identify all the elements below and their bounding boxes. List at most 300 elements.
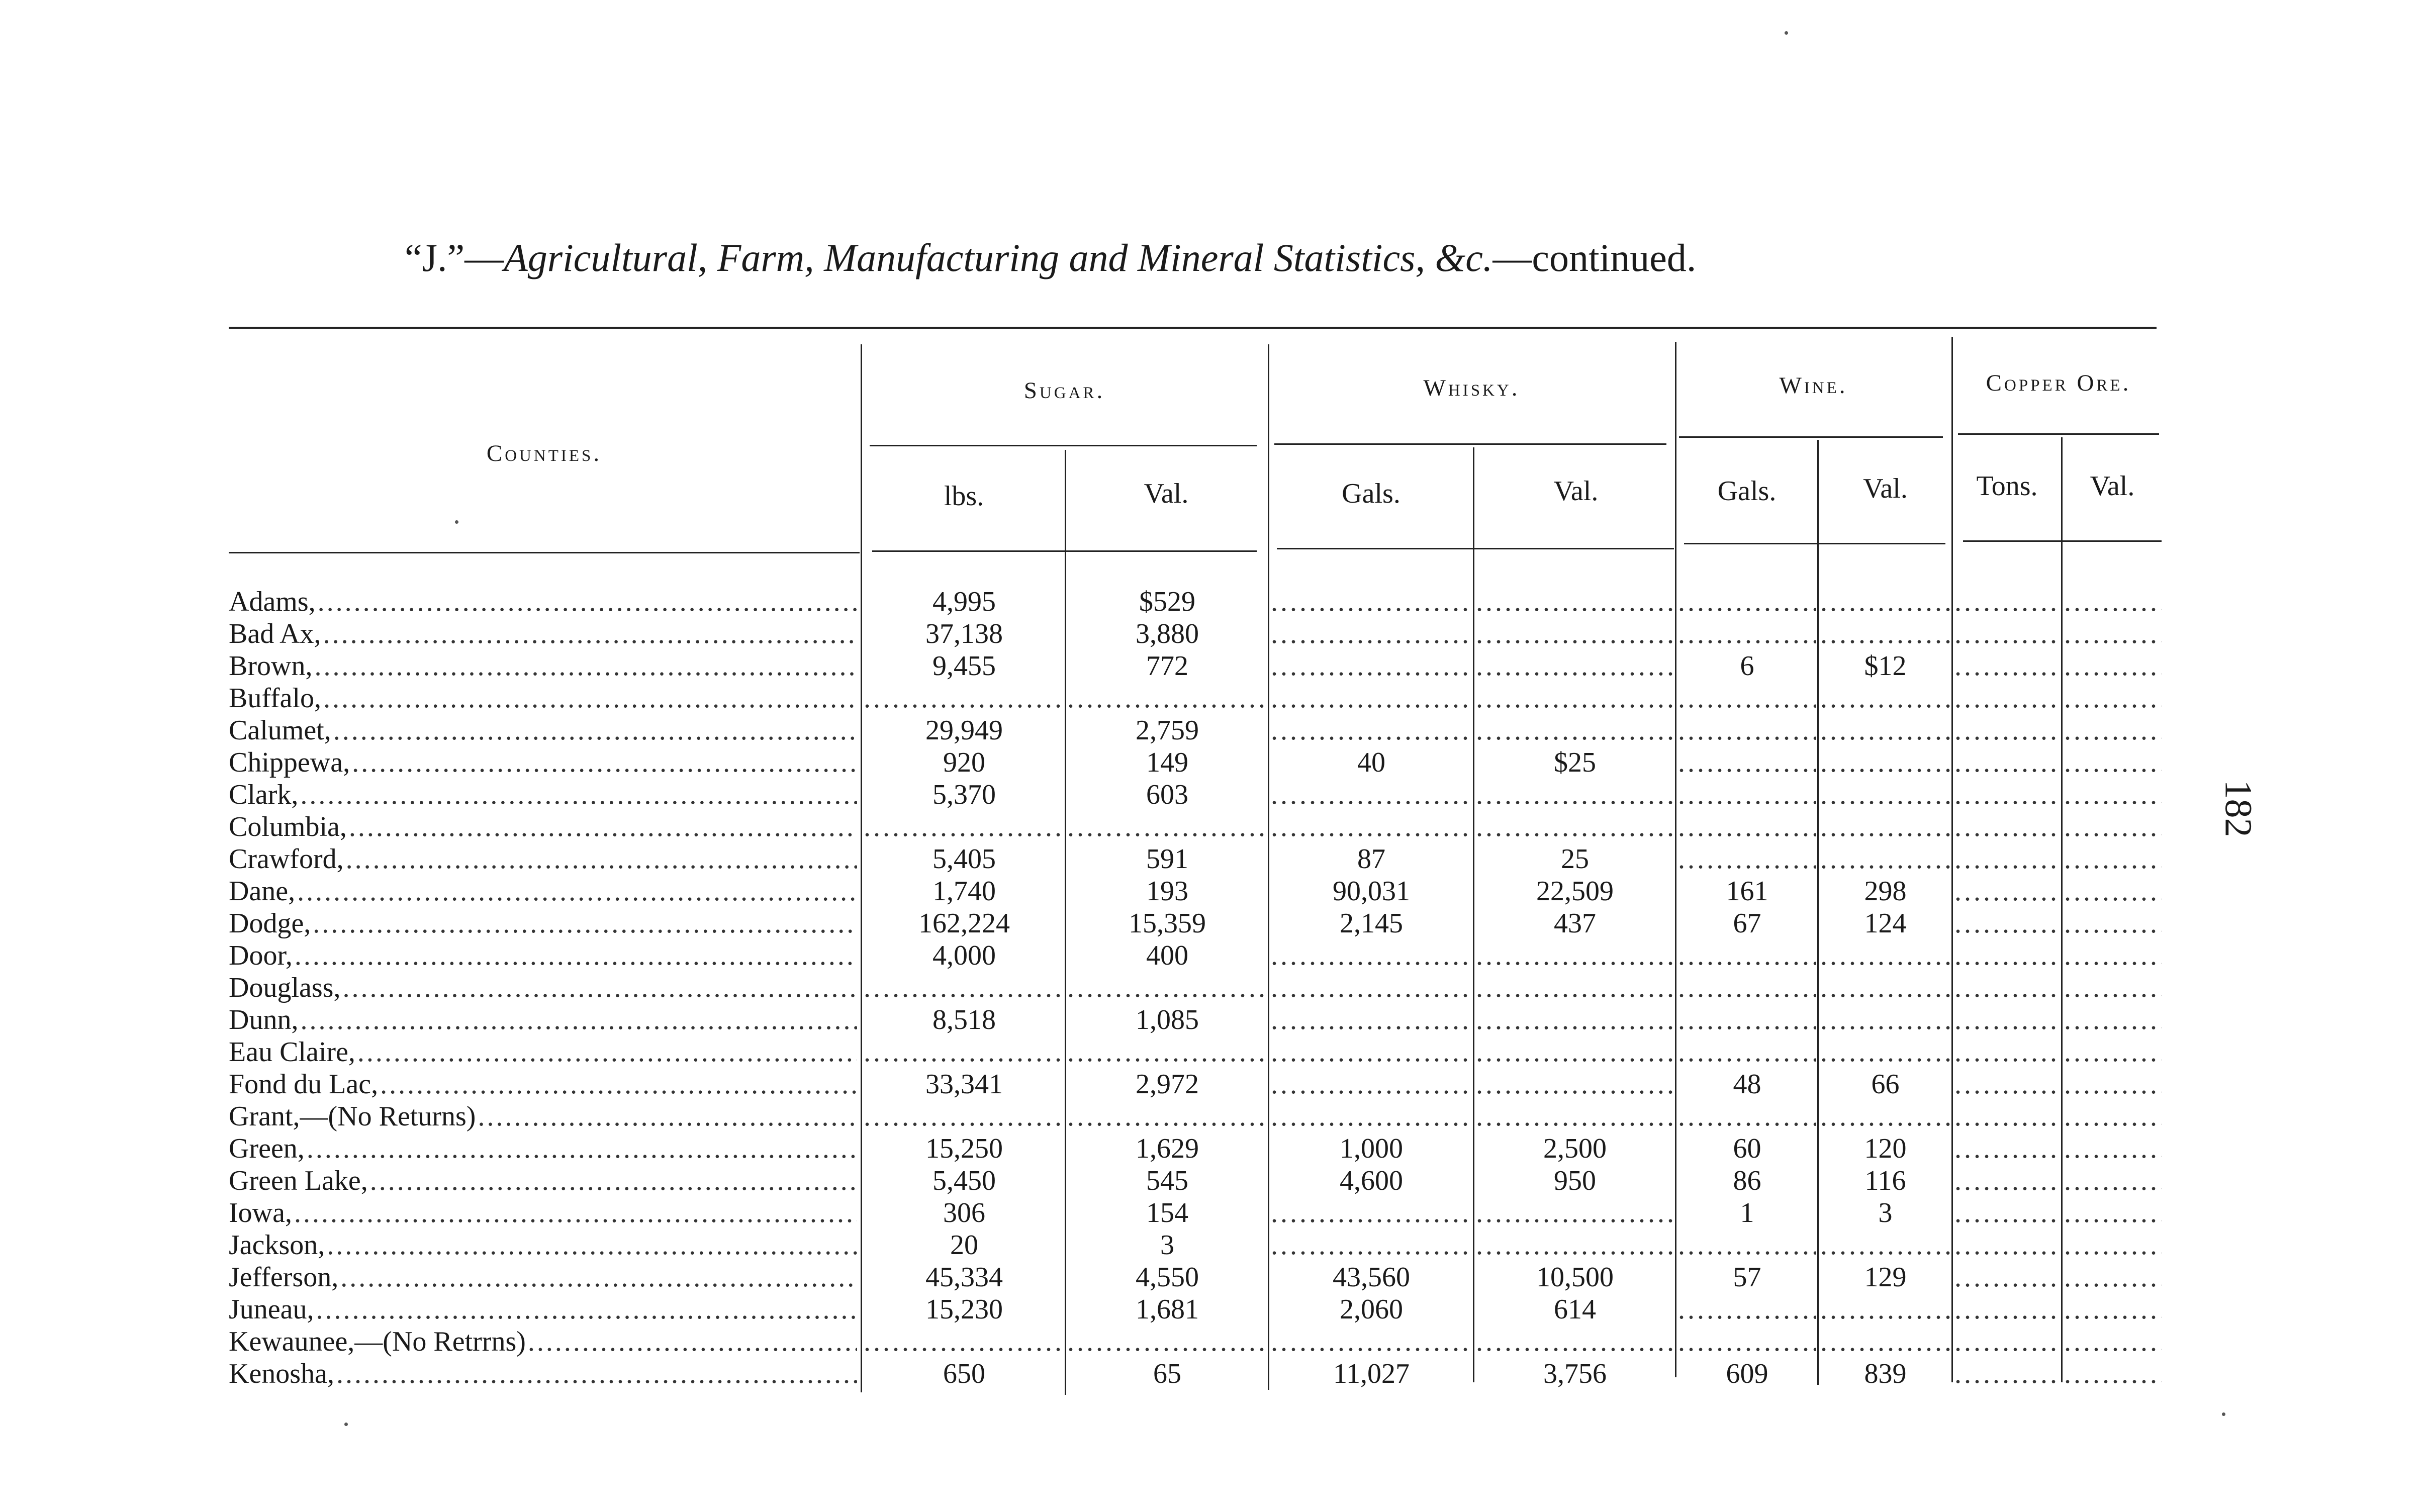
wine-val-cell: 66: [1871, 1069, 1900, 1100]
sugar-val-cell: 1,629: [1136, 1133, 1199, 1164]
whisky-gals-cell: [1271, 1229, 1472, 1261]
sugar-lbs-cell: 15,230: [925, 1294, 1003, 1325]
wine-val-cell: 3: [1878, 1197, 1893, 1228]
copper-val-cell: [2064, 650, 2162, 682]
wine-val-cell: [1820, 1100, 1950, 1132]
wine-gals-cell: [1678, 618, 1816, 650]
whisky-val-cell: [1476, 779, 1674, 811]
wine-val-cell: [1820, 779, 1950, 811]
county-label: [229, 1132, 857, 1165]
wine-val-cell: [1820, 843, 1950, 875]
sugar-lbs-cell: 15,250: [925, 1133, 1003, 1164]
county-name: Green,: [229, 1133, 305, 1164]
sugar-lbs-cell: 33,341: [925, 1069, 1003, 1100]
copper-tons-cell: [1954, 1326, 2060, 1358]
sugar-val-cell: [1067, 972, 1267, 1004]
copper-tons-cell: [1954, 586, 2060, 618]
wine-val-cell: [1820, 939, 1950, 972]
header-copper-val: Val.: [2090, 470, 2135, 502]
copper-tons-cell: [1954, 1261, 2060, 1293]
sugar-lbs-cell: [864, 1326, 1065, 1358]
county-name: Brown,: [229, 650, 313, 682]
dot-leader: [294, 1197, 857, 1229]
copper-tons-cell: [1954, 618, 2060, 650]
copper-tons-cell: [1954, 1229, 2060, 1261]
county-label: [229, 1068, 857, 1100]
whisky-val-cell: [1476, 1100, 1674, 1132]
county-label: [229, 811, 857, 843]
sugar-lbs-cell: 4,000: [932, 940, 996, 971]
whisky-val-cell: $25: [1554, 747, 1596, 778]
county-name: Grant,—(No Returns): [229, 1101, 476, 1132]
sugar-lbs-cell: 306: [943, 1197, 985, 1228]
wine-gals-cell: 6: [1740, 650, 1754, 682]
whisky-gals-cell: [1271, 1036, 1472, 1068]
sugar-val-cell: 2,972: [1136, 1069, 1199, 1100]
sugar-val-cell: 149: [1146, 747, 1188, 778]
wine-gals-cell: 57: [1733, 1262, 1761, 1293]
sugar-lbs-cell: 650: [943, 1358, 985, 1389]
dot-leader: [370, 1165, 857, 1197]
sugar-val-cell: 15,359: [1129, 908, 1206, 939]
copper-tons-cell: [1954, 843, 2060, 875]
county-name: Fond du Lac,: [229, 1069, 379, 1100]
sugar-lbs-cell: 1,740: [932, 876, 996, 907]
wine-gals-cell: [1678, 586, 1816, 618]
copper-tons-cell: [1954, 811, 2060, 843]
copper-tons-cell: [1954, 1132, 2060, 1165]
county-label: [229, 843, 857, 875]
copper-tons-cell: [1954, 650, 2060, 682]
whisky-val-cell: 25: [1561, 843, 1589, 875]
sugar-val-cell: [1067, 1326, 1267, 1358]
header-sugar-val: Val.: [1144, 478, 1189, 509]
wine-gals-cell: 48: [1733, 1069, 1761, 1100]
wine-gals-cell: [1678, 843, 1816, 875]
dot-leader: [313, 907, 857, 939]
county-label: [229, 1165, 857, 1197]
sugar-val-cell: [1067, 1100, 1267, 1132]
sugar-group-rule: [870, 445, 1257, 446]
county-label: [229, 1197, 857, 1229]
whisky-val-cell: [1476, 618, 1674, 650]
sugar-lbs-cell: 37,138: [925, 618, 1003, 649]
copper-val-cell: [2064, 1036, 2162, 1068]
copper-tons-cell: [1954, 875, 2060, 907]
sugar-val-cell: 65: [1153, 1358, 1181, 1389]
sugar-val-cell: $529: [1139, 586, 1195, 617]
county-label: [229, 746, 857, 779]
county-label: [229, 972, 857, 1004]
wine-group-rule: [1679, 436, 1943, 438]
copper-val-cell: [2064, 618, 2162, 650]
sugar-lbs-cell: 5,450: [932, 1165, 996, 1196]
dot-leader: [380, 1068, 857, 1100]
whisky-val-cell: 614: [1554, 1294, 1596, 1325]
column-divider: [1473, 447, 1474, 1382]
whisky-val-cell: [1476, 650, 1674, 682]
page-number: 182: [2217, 780, 2260, 837]
copper-tons-cell: [1954, 682, 2060, 714]
copper-val-cell: [2064, 1165, 2162, 1197]
copper-val-cell: [2064, 1229, 2162, 1261]
sugar-lbs-cell: [864, 811, 1065, 843]
sugar-lbs-cell: 5,370: [932, 779, 996, 810]
wine-gals-cell: [1678, 939, 1816, 972]
copper-tons-cell: [1954, 907, 2060, 939]
county-label: [229, 682, 857, 714]
county-label: [229, 875, 857, 907]
copper-tons-cell: [1954, 1165, 2060, 1197]
wine-val-cell: 129: [1864, 1262, 1907, 1293]
copper-val-cell: [2064, 1293, 2162, 1326]
county-label: [229, 1261, 857, 1293]
dot-leader: [318, 586, 857, 618]
dot-leader: [352, 746, 857, 779]
sugar-val-cell: 545: [1146, 1165, 1188, 1196]
column-divider: [2061, 437, 2063, 1382]
wine-gals-cell: [1678, 1100, 1816, 1132]
dot-leader: [528, 1326, 857, 1358]
sugar-lbs-cell: 5,405: [932, 843, 996, 875]
title-prefix: “J.”—: [405, 236, 504, 279]
header-copper-tons: Tons.: [1976, 470, 2038, 502]
wine-gals-cell: [1678, 972, 1816, 1004]
whisky-val-cell: [1476, 811, 1674, 843]
wine-val-cell: [1820, 682, 1950, 714]
wine-val-cell: 298: [1864, 876, 1907, 907]
county-name: Bad Ax,: [229, 618, 321, 649]
county-label: [229, 618, 857, 650]
wine-gals-cell: [1678, 1326, 1816, 1358]
sugar-lbs-cell: [864, 1100, 1065, 1132]
wine-gals-cell: [1678, 1229, 1816, 1261]
whisky-gals-cell: 4,600: [1340, 1165, 1403, 1196]
copper-val-cell: [2064, 586, 2162, 618]
sugar-val-cell: 4,550: [1136, 1262, 1199, 1293]
copper-tons-cell: [1954, 1100, 2060, 1132]
dot-leader: [478, 1100, 857, 1132]
whisky-val-cell: [1476, 682, 1674, 714]
county-name: Clark,: [229, 779, 299, 810]
copper-tons-cell: [1954, 1068, 2060, 1100]
header-whisky: Whisky.: [1423, 375, 1520, 401]
whisky-gals-cell: 2,060: [1340, 1294, 1403, 1325]
county-name: Door,: [229, 940, 293, 971]
header-copper-ore: Copper Ore.: [1986, 370, 2131, 396]
wine-val-cell: [1820, 811, 1950, 843]
wine-val-cell: [1820, 1293, 1950, 1326]
print-speck: [344, 1423, 348, 1426]
county-name: Chippewa,: [229, 747, 350, 778]
sugar-val-cell: 1,681: [1136, 1294, 1199, 1325]
table-top-rule: [229, 327, 2157, 329]
sugar-lbs-cell: 4,995: [932, 586, 996, 617]
sugar-val-cell: 193: [1146, 876, 1188, 907]
wine-gals-cell: 67: [1733, 908, 1761, 939]
copper-val-cell: [2064, 1100, 2162, 1132]
whisky-val-cell: 3,756: [1543, 1358, 1607, 1389]
wine-gals-cell: [1678, 779, 1816, 811]
county-label: [229, 1004, 857, 1036]
county-name: Dane,: [229, 876, 296, 907]
dot-leader: [295, 939, 857, 972]
sugar-lbs-cell: 29,949: [925, 715, 1003, 746]
county-label: [229, 779, 857, 811]
copper-val-cell: [2064, 746, 2162, 779]
county-name: Calumet,: [229, 715, 331, 746]
wine-val-cell: [1820, 746, 1950, 779]
whisky-gals-cell: [1271, 811, 1472, 843]
copper-group-rule: [1958, 433, 2159, 435]
county-label: [229, 650, 857, 682]
copper-tons-cell: [1954, 1358, 2060, 1390]
wine-val-cell: [1820, 618, 1950, 650]
sugar-val-cell: 154: [1146, 1197, 1188, 1228]
dot-leader: [357, 1036, 857, 1068]
whisky-gals-cell: [1271, 939, 1472, 972]
dot-leader: [316, 1293, 857, 1326]
wine-val-cell: [1820, 586, 1950, 618]
wine-gals-cell: [1678, 746, 1816, 779]
header-whisky-gals: Gals.: [1342, 478, 1400, 509]
copper-tons-cell: [1954, 714, 2060, 746]
whisky-gals-cell: [1271, 1004, 1472, 1036]
whisky-val-cell: 22,509: [1536, 876, 1614, 907]
sugar-val-cell: 3: [1160, 1230, 1174, 1261]
dot-leader: [342, 972, 857, 1004]
county-label: [229, 1036, 857, 1068]
copper-val-cell: [2064, 939, 2162, 972]
dot-leader: [333, 714, 857, 746]
wine-gals-cell: [1678, 714, 1816, 746]
whisky-gals-cell: [1271, 1068, 1472, 1100]
wine-gals-cell: 1: [1740, 1197, 1754, 1228]
sugar-lbs-cell: [864, 682, 1065, 714]
whisky-gals-cell: [1271, 1197, 1472, 1229]
sugar-lbs-cell: 162,224: [918, 908, 1010, 939]
copper-tons-cell: [1954, 779, 2060, 811]
copper-val-cell: [2064, 1132, 2162, 1165]
print-speck: [1785, 31, 1788, 35]
county-name: Crawford,: [229, 843, 344, 875]
dot-leader: [340, 1261, 857, 1293]
whisky-val-cell: 2,500: [1543, 1133, 1607, 1164]
whisky-val-cell: [1476, 939, 1674, 972]
county-name: Jackson,: [229, 1230, 325, 1261]
copper-val-cell: [2064, 875, 2162, 907]
copper-val-cell: [2064, 1358, 2162, 1390]
header-bottom-rule-counties: [229, 552, 860, 553]
copper-val-cell: [2064, 907, 2162, 939]
county-label: [229, 586, 857, 618]
header-counties: Counties.: [486, 440, 602, 466]
sugar-val-cell: 400: [1146, 940, 1188, 971]
dot-leader: [336, 1358, 857, 1390]
sugar-val-cell: [1067, 682, 1267, 714]
whisky-val-cell: [1476, 1229, 1674, 1261]
wine-gals-cell: [1678, 811, 1816, 843]
whisky-gals-cell: 1,000: [1340, 1133, 1403, 1164]
county-label: [229, 1358, 857, 1390]
copper-val-cell: [2064, 1261, 2162, 1293]
dot-leader: [314, 650, 857, 682]
copper-val-cell: [2064, 843, 2162, 875]
sugar-lbs-cell: [864, 972, 1065, 1004]
title-suffix: —continued.: [1492, 236, 1697, 279]
sugar-lbs-cell: 9,455: [932, 650, 996, 682]
county-name: Juneau,: [229, 1294, 314, 1325]
wine-val-cell: 120: [1864, 1133, 1907, 1164]
county-name: Kenosha,: [229, 1358, 334, 1389]
dot-leader: [323, 618, 857, 650]
wine-val-cell: 124: [1864, 908, 1907, 939]
dot-leader: [297, 875, 857, 907]
whisky-group-rule: [1274, 443, 1666, 445]
whisky-gals-cell: [1271, 650, 1472, 682]
whisky-gals-cell: 40: [1357, 747, 1385, 778]
print-speck: [2222, 1412, 2225, 1416]
wine-val-cell: [1820, 972, 1950, 1004]
copper-val-cell: [2064, 1326, 2162, 1358]
county-label: [229, 939, 857, 972]
sugar-val-cell: 3,880: [1136, 618, 1199, 649]
sugar-val-cell: 1,085: [1136, 1004, 1199, 1035]
page-title: [405, 235, 1696, 280]
wine-val-cell: [1820, 1326, 1950, 1358]
dot-leader: [349, 811, 857, 843]
dot-leader: [327, 1229, 857, 1261]
whisky-val-cell: [1476, 1197, 1674, 1229]
sugar-lbs-cell: [864, 1036, 1065, 1068]
wine-gals-cell: [1678, 1004, 1816, 1036]
copper-val-cell: [2064, 811, 2162, 843]
county-label: [229, 1229, 857, 1261]
copper-val-cell: [2064, 1068, 2162, 1100]
county-label: [229, 1293, 857, 1326]
copper-val-cell: [2064, 1004, 2162, 1036]
county-name: Dodge,: [229, 908, 311, 939]
wine-val-cell: 116: [1864, 1165, 1906, 1196]
whisky-val-cell: [1476, 1004, 1674, 1036]
sugar-val-cell: 603: [1146, 779, 1188, 810]
whisky-gals-cell: 2,145: [1340, 908, 1403, 939]
copper-tons-cell: [1954, 1004, 2060, 1036]
whisky-gals-cell: [1271, 618, 1472, 650]
wine-gals-cell: [1678, 1293, 1816, 1326]
copper-val-cell: [2064, 682, 2162, 714]
header-whisky-val: Val.: [1553, 476, 1599, 507]
sugar-lbs-cell: 8,518: [932, 1004, 996, 1035]
county-label: [229, 1100, 857, 1132]
wine-val-cell: [1820, 1036, 1950, 1068]
whisky-gals-cell: [1271, 682, 1472, 714]
dot-leader: [323, 682, 857, 714]
wine-gals-cell: [1678, 1036, 1816, 1068]
county-label: [229, 714, 857, 746]
dot-leader: [300, 1004, 857, 1036]
copper-val-cell: [2064, 779, 2162, 811]
wine-val-cell: [1820, 1229, 1950, 1261]
whisky-gals-cell: [1271, 1100, 1472, 1132]
copper-tons-cell: [1954, 939, 2060, 972]
dot-leader: [346, 843, 857, 875]
sugar-val-cell: 2,759: [1136, 715, 1199, 746]
header-wine-gals: Gals.: [1717, 476, 1777, 507]
sugar-lbs-cell: 45,334: [925, 1262, 1003, 1293]
county-label: [229, 907, 857, 939]
whisky-val-cell: [1476, 972, 1674, 1004]
county-name: Adams,: [229, 586, 316, 617]
wine-gals-cell: 86: [1733, 1165, 1761, 1196]
copper-tons-cell: [1954, 1036, 2060, 1068]
county-name: Dunn,: [229, 1004, 299, 1035]
county-name: Buffalo,: [229, 683, 322, 714]
wine-gals-cell: [1678, 682, 1816, 714]
county-name: Green Lake,: [229, 1165, 368, 1196]
header-wine-val: Val.: [1863, 473, 1908, 504]
county-name: Kewaunee,—(No Retrrns): [229, 1326, 526, 1357]
county-name: Columbia,: [229, 811, 347, 842]
whisky-val-cell: [1476, 1326, 1674, 1358]
county-name: Jefferson,: [229, 1262, 339, 1293]
county-label: [229, 1326, 857, 1358]
copper-val-cell: [2064, 714, 2162, 746]
sugar-val-cell: [1067, 1036, 1267, 1068]
sugar-lbs-cell: 920: [943, 747, 985, 778]
whisky-gals-cell: [1271, 714, 1472, 746]
copper-tons-cell: [1954, 746, 2060, 779]
wine-val-cell: [1820, 714, 1950, 746]
copper-tons-cell: [1954, 1293, 2060, 1326]
copper-val-cell: [2064, 972, 2162, 1004]
sugar-val-cell: 772: [1146, 650, 1188, 682]
copper-val-cell: [2064, 1197, 2162, 1229]
county-name: Douglass,: [229, 972, 341, 1003]
whisky-val-cell: [1476, 1068, 1674, 1100]
wine-gals-cell: 609: [1726, 1358, 1768, 1389]
wine-gals-cell: 161: [1726, 876, 1768, 907]
column-divider: [1817, 440, 1819, 1385]
sugar-lbs-cell: 20: [950, 1230, 978, 1261]
whisky-val-cell: [1476, 1036, 1674, 1068]
county-name: Eau Claire,: [229, 1036, 355, 1068]
wine-gals-cell: 60: [1733, 1133, 1761, 1164]
whisky-val-cell: [1476, 714, 1674, 746]
whisky-gals-cell: [1271, 972, 1472, 1004]
whisky-gals-cell: 43,560: [1333, 1262, 1410, 1293]
column-divider: [1065, 450, 1066, 1395]
whisky-val-cell: 10,500: [1536, 1262, 1614, 1293]
county-name: Iowa,: [229, 1197, 292, 1228]
whisky-gals-cell: [1271, 779, 1472, 811]
whisky-val-cell: 950: [1554, 1165, 1596, 1196]
dot-leader: [307, 1132, 857, 1165]
dot-leader: [300, 779, 857, 811]
sugar-val-cell: 591: [1146, 843, 1188, 875]
header-sugar-lbs: lbs.: [944, 481, 984, 512]
wine-val-cell: $12: [1864, 650, 1907, 682]
print-speck: [455, 520, 458, 524]
sugar-val-cell: [1067, 811, 1267, 843]
title-italic: Agricultural, Farm, Manufacturing and Mineral Statistics, &c.: [504, 236, 1493, 279]
sub-bottom-rule-whisky: [1277, 548, 1674, 549]
header-sugar: Sugar.: [1023, 377, 1105, 404]
whisky-gals-cell: [1271, 1326, 1472, 1358]
whisky-gals-cell: 90,031: [1333, 876, 1410, 907]
copper-tons-cell: [1954, 1197, 2060, 1229]
whisky-gals-cell: [1271, 586, 1472, 618]
